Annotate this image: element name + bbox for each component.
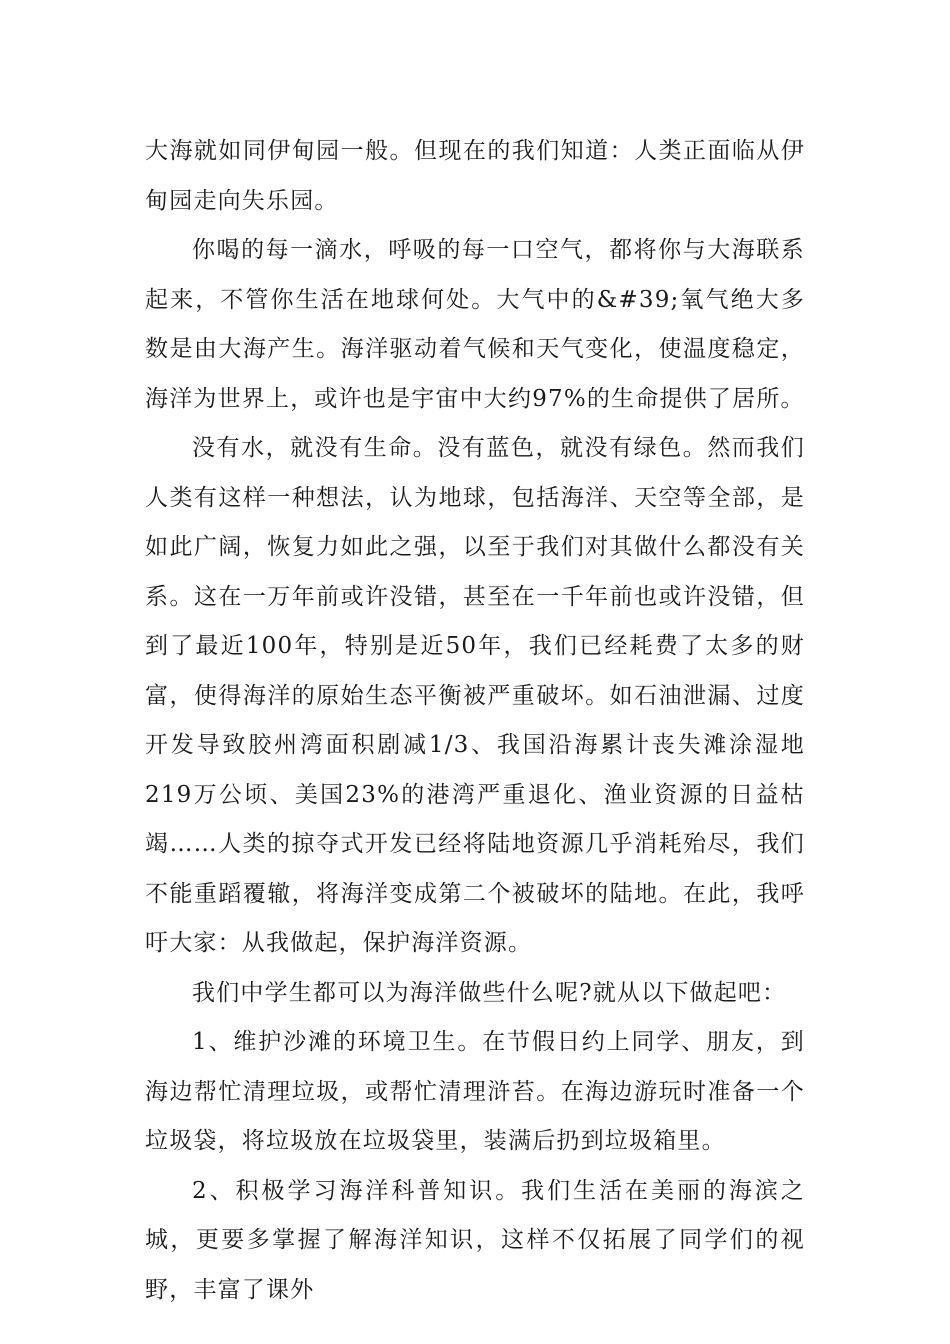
- paragraph-5: 1、维护沙滩的环境卫生。在节假日约上同学、朋友，到海边帮忙清理垃圾，或帮忙清理浒苔。在海边游玩时准备一个垃圾袋，将垃圾放在垃圾袋里，装满后扔到垃圾箱里。: [145, 1029, 805, 1154]
- paragraph-6: 2、积极学习海洋科普知识。我们生活在美丽的海滨之城，更要多掌握了解海洋知识，这样不仅拓展了同学们的视野，丰富了课外: [145, 1177, 805, 1303]
- paragraph-1: 大海就如同伊甸园一般。但现在的我们知道：人类正面临从伊甸园走向失乐园。: [145, 138, 805, 214]
- paragraph-4: 我们中学生都可以为海洋做些什么呢?就从以下做起吧：: [192, 979, 787, 1006]
- body-text: [145, 127, 805, 1315]
- paragraph-2: 你喝的每一滴水，呼吸的每一口空气，都将你与大海联系起来，不管你生活在地球何处。大气中的&#39;氧气绝大多数是由大海产生。海洋驱动着气候和天气变化，使温度稳定，海洋为世界上，或许也是宇宙中大约97%的生命提供了居所。: [145, 237, 805, 412]
- paragraph-3: 没有水，就没有生命。没有蓝色，就没有绿色。然而我们人类有这样一种想法，认为地球，包括海洋、天空等全部，是如此广阔，恢复力如此之强，以至于我们对其做什么都没有关系。这在一万年前或许没错，甚至在一千年前也或许没错，但到了最近100年，特别是近50年，我们已经耗费了太多的财富，使得海洋的原始生态平衡被严重破坏。如石油泄漏、过度开发导致胶州湾面积剧减1/3、我国沿海累计丧失滩涂湿地219万公顷、美国23%的港湾严重退化、渔业资源的日益枯竭……人类的掠夺式开发已经将陆地资源几乎消耗殆尽，我们不能重蹈覆辙，将海洋变成第二个被破坏的陆地。在此，我呼吁大家：从我做起，保护海洋资源。: [145, 435, 805, 956]
